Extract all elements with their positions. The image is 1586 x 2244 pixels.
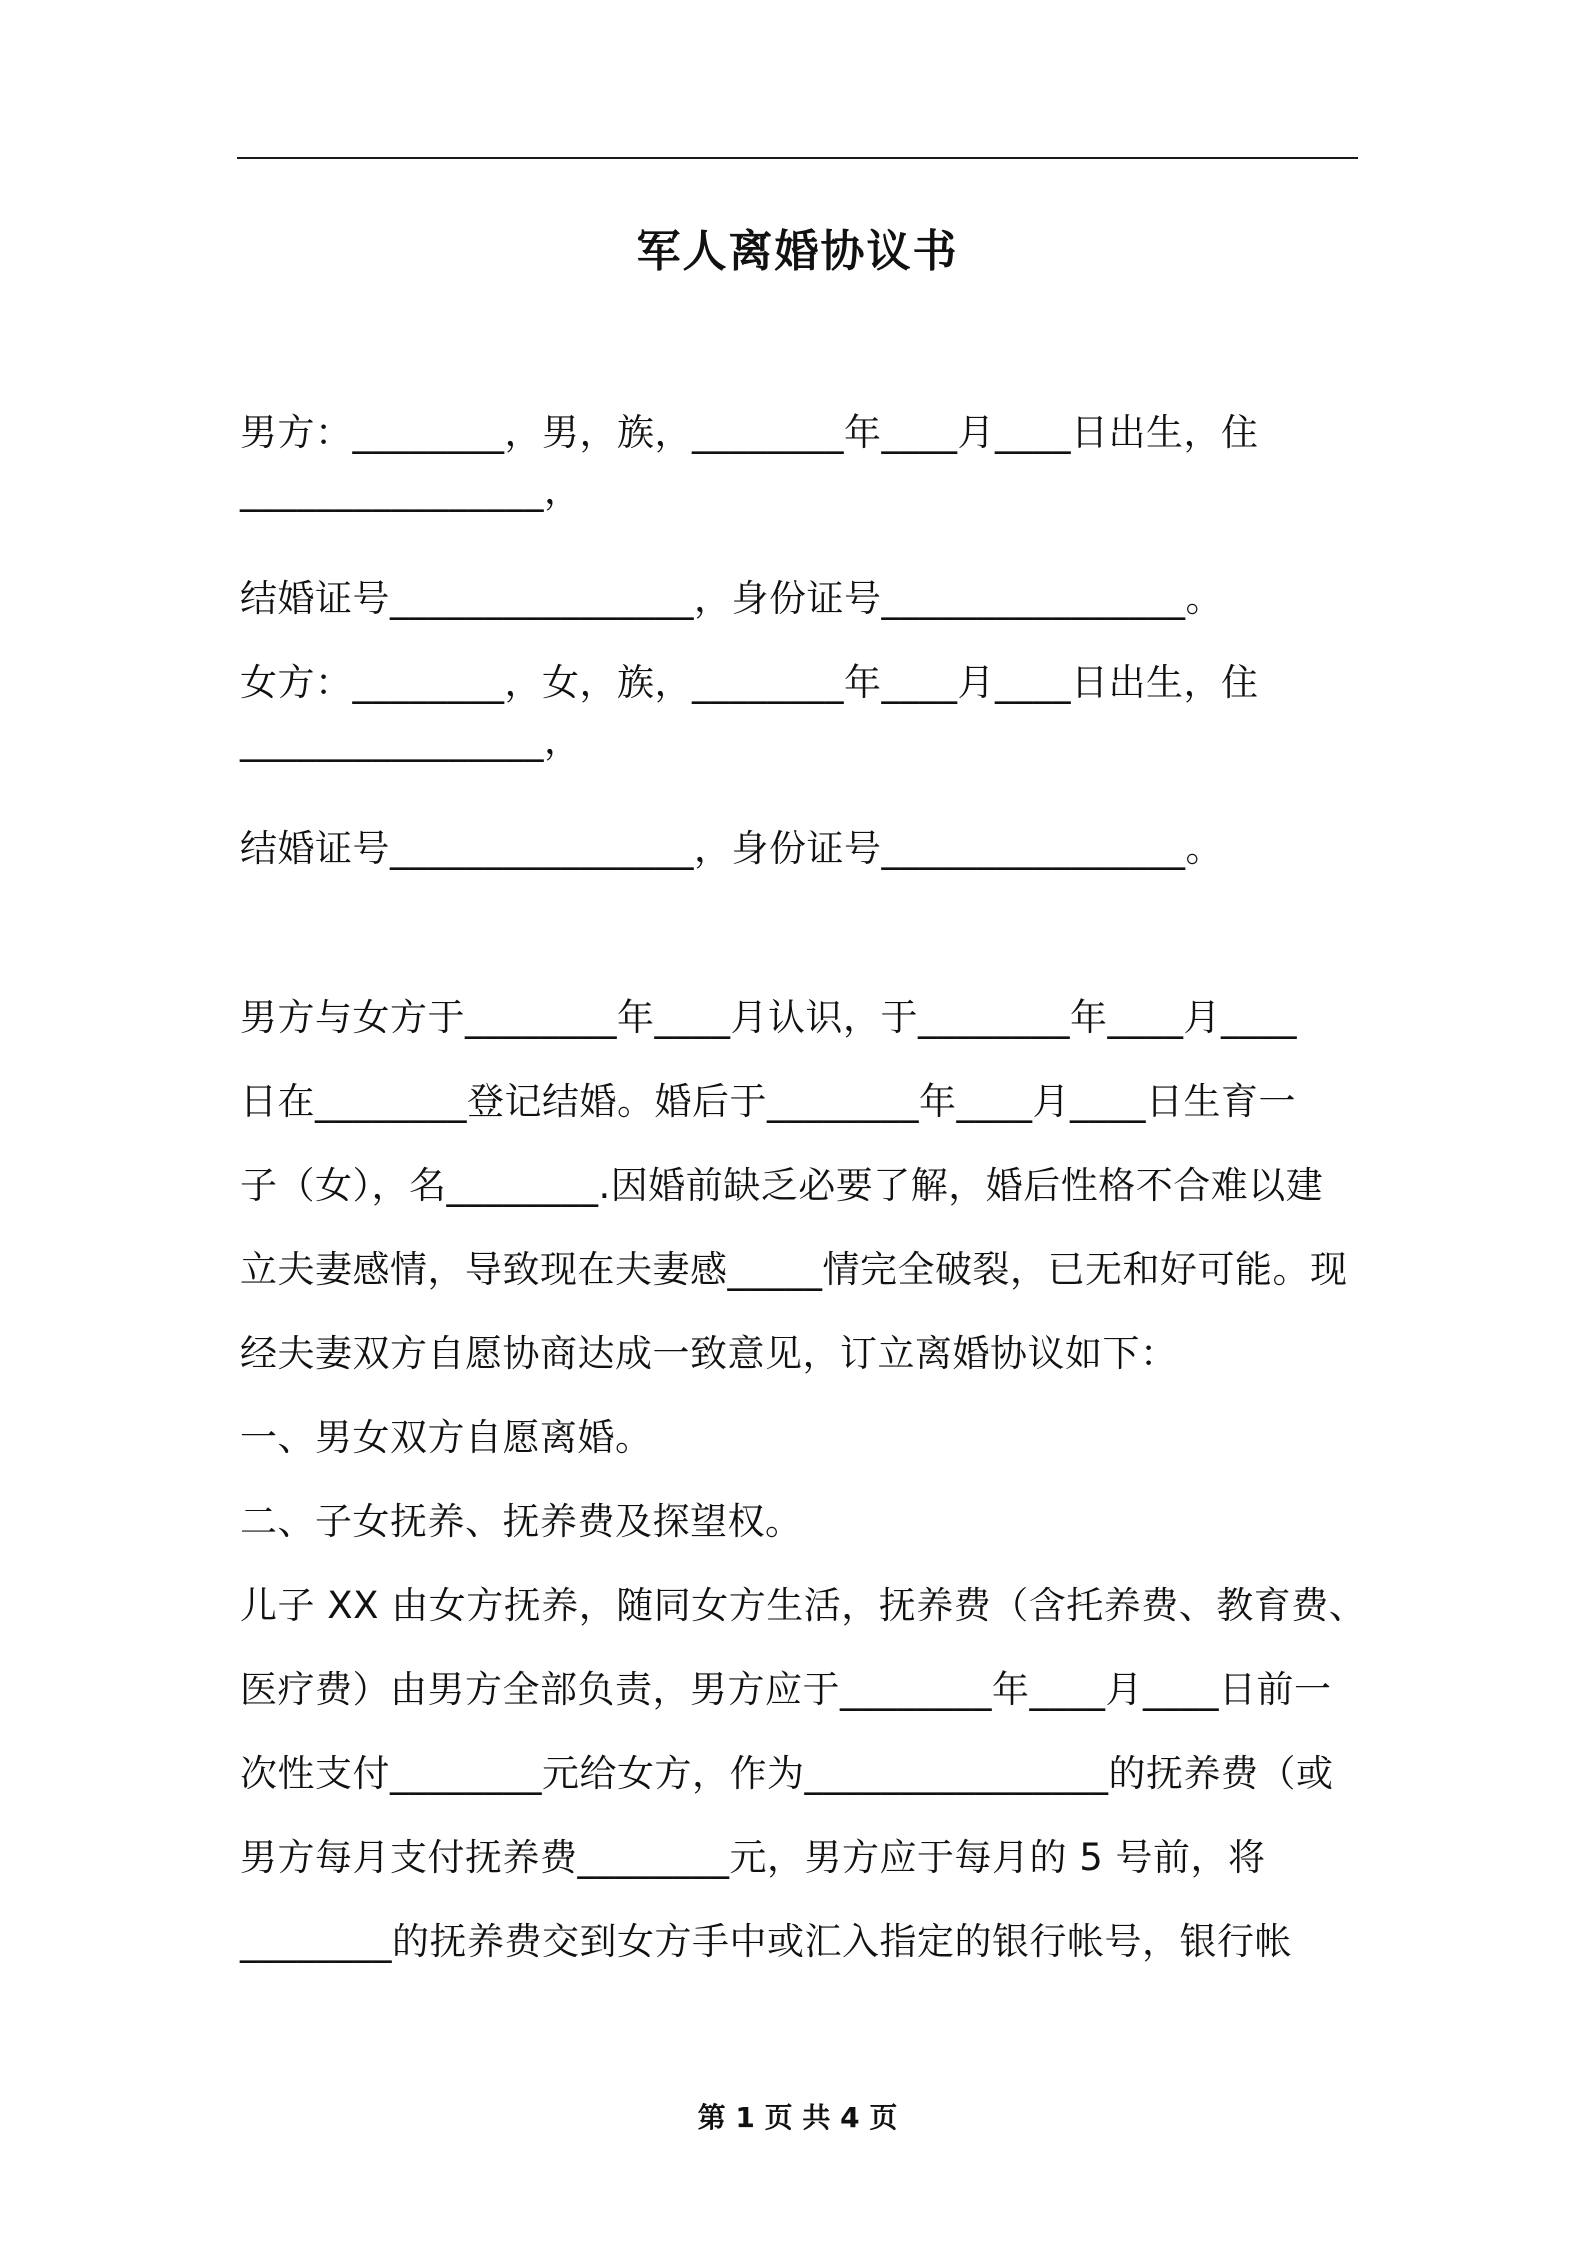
body-line: 立夫妻感情，导致现在夫妻感_____情完全破裂，已无和好可能。现 <box>240 1248 1348 1291</box>
body-line: 儿子 XX 由女方抚养，随同女方生活，抚养费（含托养费、教育费、 <box>240 1584 1367 1627</box>
body-line: 次性支付________元给女方，作为________________的抚养费（或 <box>240 1752 1334 1795</box>
body-line: 日在________登记结婚。婚后于________年____月____日生育一 <box>240 1080 1296 1123</box>
body-line: ________________， <box>240 469 582 512</box>
body-line: 经夫妻双方自愿协商达成一致意见，订立离婚协议如下： <box>240 1332 1178 1375</box>
body-line: ________的抚养费交到女方手中或汇入指定的银行帐号，银行帐 <box>240 1920 1292 1963</box>
header-rule <box>237 157 1358 159</box>
body-line: 男方每月支付抚养费________元，男方应于每月的 5 号前，将 <box>240 1836 1266 1879</box>
body-line: 一、男女双方自愿离婚。 <box>240 1416 653 1459</box>
page-number: 第 1 页 共 4 页 <box>697 2101 898 2134</box>
body-line: 结婚证号________________，身份证号________________。 <box>240 577 1223 620</box>
document-body <box>240 408 1367 1963</box>
body-line: 结婚证号________________，身份证号________________。 <box>240 827 1223 870</box>
body-line: 二、子女抚养、抚养费及探望权。 <box>240 1500 803 1543</box>
body-line: 子（女），名________.因婚前缺乏必要了解，婚后性格不合难以建 <box>240 1164 1324 1207</box>
body-line: 男方与女方于________年____月认识，于________年____月____ <box>240 996 1297 1039</box>
body-line: 医疗费）由男方全部负责，男方应于________年____月____日前一 <box>240 1668 1332 1711</box>
document-title: 军人离婚协议书 <box>636 226 959 277</box>
body-line: ________________， <box>240 719 582 762</box>
body-line: 女方：________，女，族，________年____月____日出生，住 <box>240 661 1259 704</box>
body-line: 男方：________，男，族，________年____月____日出生，住 <box>240 411 1259 454</box>
